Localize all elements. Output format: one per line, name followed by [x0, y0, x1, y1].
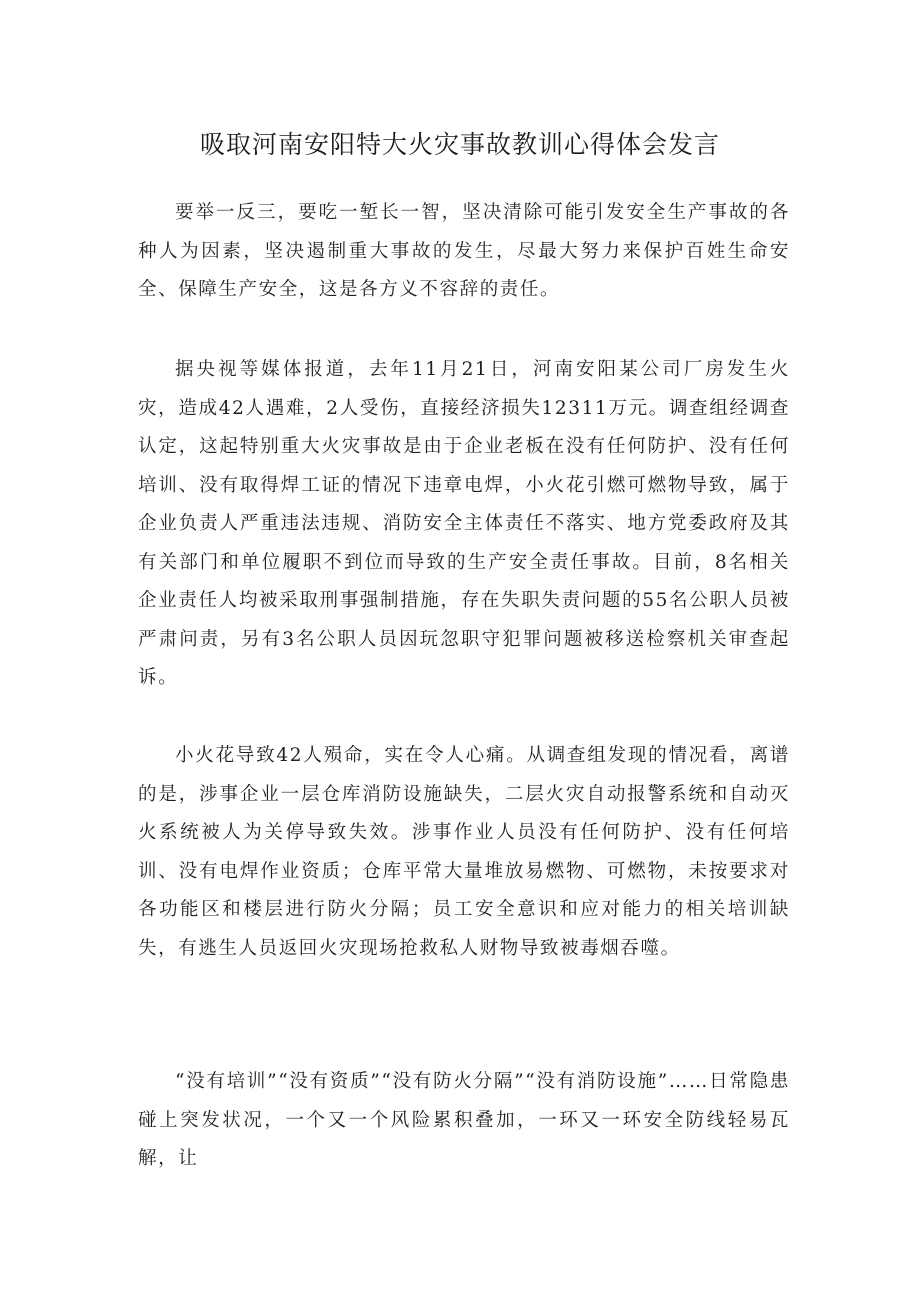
paragraph-4: “没有培训”“没有资质”“没有防火分隔”“没有消防设施”……日常隐患碰上突发状况，一个又一个风险累积叠加，一环又一环安全防线轻易瓦解，让	[138, 1071, 790, 1169]
paragraph-2: 据央视等媒体报道，去年11月21日，河南安阳某公司厂房发生火灾，造成42人遇难，2人受伤，直接经济损失12311万元。调查组经调查认定，这起特别重大火灾事故是由于企业老板在没有任何防护、没有任何培训、没有取得焊工证的情况下违章电焊，小火花引燃可燃物导致，属于企业负责人严重违法违规、消防安全主体责任不落实、地方党委政府及其有关部门和单位履职不到位而导致的生产安全责任事故。目前，8名相关企业责任人均被采取刑事强制措施，存在失职失责问题的55名公职人员被严肃问责，另有3名公职人员因玩忽职守犯罪问题被移送检察机关审查起诉。	[138, 359, 790, 688]
document-title: 吸取河南安阳特大火灾事故教训心得体会发言	[199, 130, 720, 159]
paragraph-3: 小火花导致42人殒命，实在令人心痛。从调查组发现的情况看，离谱的是，涉事企业一层仓库消防设施缺失，二层火灾自动报警系统和自动灭火系统被人为关停导致失效。涉事作业人员没有任何防护、没有任何培训、没有电焊作业资质；仓库平常大量堆放易燃物、可燃物，未按要求对各功能区和楼层进行防火分隔；员工安全意识和应对能力的相关培训缺失，有逃生人员返回火灾现场抢救私人财物导致被毒烟吞噬。	[138, 745, 790, 959]
paragraph-1: 要举一反三，要吃一堑长一智，坚决清除可能引发安全生产事故的各种人为因素，坚决遏制重大事故的发生，尽最大努力来保护百姓生命安全、保障生产安全，这是各方义不容辞的责任。	[138, 202, 790, 300]
